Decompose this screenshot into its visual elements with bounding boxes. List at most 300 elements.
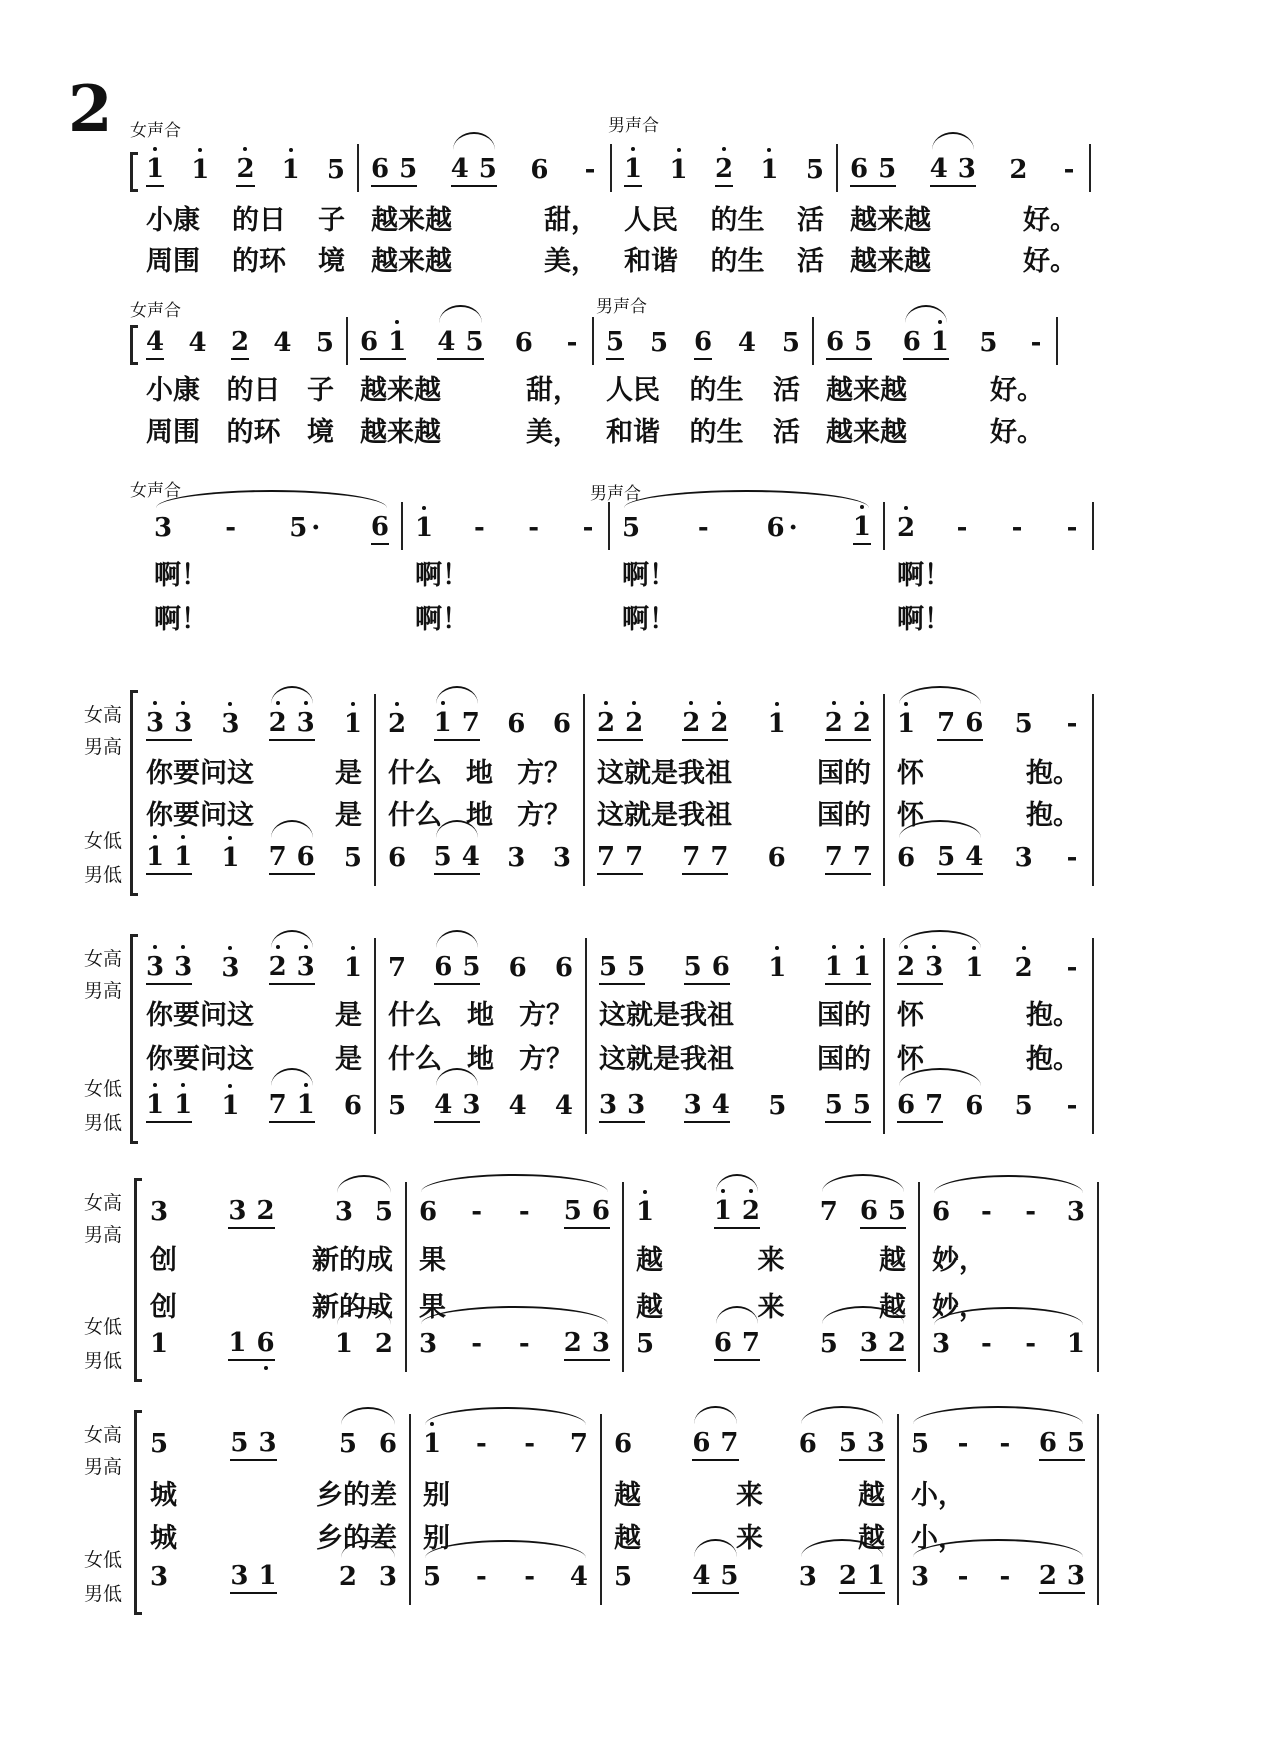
note (388, 327, 406, 357)
note-digit: 6 (711, 951, 730, 982)
note (371, 512, 389, 542)
note (344, 709, 362, 739)
lyric-measure (360, 409, 580, 449)
note-measure (599, 1086, 871, 1126)
beamed-group (692, 1561, 738, 1594)
note-digit: 5 (315, 328, 334, 358)
slurred-group (451, 154, 497, 187)
beamed-group (434, 842, 480, 875)
note-digit: 2 (887, 1327, 906, 1358)
note (897, 843, 915, 873)
octave-dot-above (422, 506, 426, 510)
note-digit: 4 (437, 326, 456, 357)
note (965, 842, 983, 872)
note (339, 1429, 357, 1459)
dash (522, 1562, 538, 1592)
note-digit: 6 (850, 153, 869, 184)
note-digit: 1 (1066, 1329, 1085, 1359)
lyric-word: 的生 (689, 374, 744, 406)
note (174, 952, 192, 982)
note (146, 327, 164, 357)
note (888, 1328, 906, 1358)
beamed-group (146, 1090, 192, 1123)
note-digit: 2 (852, 707, 871, 738)
dash-symbol: - (1063, 155, 1075, 185)
note (768, 709, 786, 739)
lyric-word: 这就是我祖 (599, 1043, 734, 1075)
slur-arc (899, 686, 981, 704)
voice-label: 女低 (84, 1078, 123, 1100)
octave-dot-above (181, 1083, 185, 1087)
note-digit: 2 (714, 153, 734, 184)
note-digit: 3 (1066, 1197, 1085, 1227)
note (379, 1562, 397, 1592)
note (853, 842, 871, 872)
note-digit: 1 (221, 1091, 240, 1121)
note-measure (606, 323, 800, 363)
note-digit: 4 (554, 1091, 573, 1121)
note-measure (150, 1192, 393, 1232)
note-digit: 3 (334, 1197, 353, 1227)
octave-dot-above (276, 701, 280, 705)
note (1067, 1329, 1085, 1359)
note-digit: 2 (682, 707, 701, 738)
note-digit: 5 (374, 1197, 393, 1227)
dash (223, 513, 239, 543)
note (1067, 1428, 1085, 1458)
note-measure (150, 1557, 397, 1597)
octave-dot-above (832, 945, 836, 949)
octave-dot-above (938, 320, 942, 324)
note-digit: 2 (256, 1195, 275, 1226)
note (636, 1329, 654, 1359)
note-digit: 5 (781, 328, 800, 358)
note-digit: 3 (599, 1089, 618, 1120)
note-digit: 2 (1014, 953, 1033, 983)
note (479, 154, 497, 184)
note-digit: 1 (174, 1089, 193, 1120)
lyric-measure (897, 596, 1080, 636)
note (768, 953, 786, 983)
note-digit: 6 (859, 1195, 878, 1226)
note (715, 154, 733, 184)
augmentation-dot: · (788, 513, 798, 543)
dash-symbol: - (584, 155, 596, 185)
lyric-word: 来 (757, 1291, 785, 1323)
note (360, 327, 378, 357)
dash-symbol: - (980, 1197, 992, 1227)
barline (405, 1182, 407, 1372)
note-digit: 6 (932, 1197, 951, 1227)
lyric-word: 是 (335, 757, 362, 789)
octave-dot-above (604, 701, 608, 705)
note-digit: 1 (174, 841, 193, 872)
note (937, 708, 955, 738)
note-digit: 3 (1066, 1560, 1085, 1591)
note-measure (636, 1192, 906, 1232)
note (624, 154, 642, 184)
note-digit: 2 (268, 951, 287, 982)
note-measure (911, 1424, 1085, 1464)
voice-label: 男高 (84, 736, 123, 758)
note-digit: 5 (599, 951, 618, 982)
note-digit: 3 (911, 1562, 930, 1592)
octave-dot-above (289, 148, 293, 152)
lyric-word: 怀 (897, 757, 924, 789)
note (1067, 1561, 1085, 1591)
lyric-word: 越来越 (850, 204, 931, 236)
dash (955, 1562, 971, 1592)
note (553, 709, 571, 739)
note (760, 155, 778, 185)
beamed-group (903, 327, 949, 360)
note (282, 155, 300, 185)
lyric-word: 的生 (689, 416, 744, 448)
note-measure (850, 150, 1077, 190)
note (614, 1429, 632, 1459)
beamed-group (437, 327, 483, 360)
lyric-word: 国的 (817, 999, 871, 1031)
note-digit: 6 (692, 1427, 711, 1458)
note-digit: 6 (378, 1429, 397, 1459)
voice-label: 女高 (84, 704, 123, 726)
note (146, 842, 164, 872)
octave-dot-above (181, 701, 185, 705)
beamed-group (714, 1328, 760, 1361)
lyric-word: 好。 (1023, 245, 1077, 277)
note-digit: 2 (710, 707, 729, 738)
lyric-word: 啊！ (897, 603, 951, 635)
note-digit: 6 (360, 326, 379, 357)
dash (978, 1197, 994, 1227)
dash-symbol: - (471, 1329, 483, 1359)
note-measure (624, 150, 824, 190)
slurred-group (897, 708, 983, 741)
note-digit: 3 (932, 1329, 951, 1359)
lyric-word: 境 (307, 416, 334, 448)
slurred-group (897, 1090, 983, 1123)
note (570, 1562, 588, 1592)
note (146, 708, 164, 738)
beamed-group (826, 327, 872, 360)
note (1039, 1561, 1057, 1591)
beamed-group (860, 1196, 906, 1229)
note (530, 155, 548, 185)
note-digit: 4 (569, 1562, 588, 1592)
note-digit: 3 (258, 1427, 277, 1458)
note (564, 1196, 582, 1226)
note (622, 513, 640, 543)
dash (473, 1562, 489, 1592)
note (419, 1329, 437, 1359)
lyric-word: 活 (797, 204, 824, 236)
lyric-word: 的日 (226, 374, 281, 406)
note-digit: 3 (154, 513, 173, 543)
note (230, 1561, 248, 1591)
note (782, 328, 800, 358)
lyric-measure (146, 409, 334, 449)
note (221, 953, 239, 983)
lyric-word: 城 (150, 1522, 177, 1554)
note (146, 154, 164, 184)
octave-dot-above (153, 945, 157, 949)
lyric-word: 妙， (932, 1291, 986, 1323)
lyric-measure (415, 552, 596, 592)
note-digit: 6 (371, 153, 390, 184)
dash-symbol: - (582, 513, 594, 543)
lyric-word: 小康 (146, 204, 200, 236)
lyric-word: 越来越 (371, 245, 452, 277)
note (614, 1562, 632, 1592)
note-digit: 6 (614, 1429, 633, 1459)
slur-arc (425, 1407, 586, 1425)
note (236, 154, 254, 184)
note-digit: 3 (1014, 843, 1033, 873)
note-digit: 1 (334, 1329, 353, 1359)
note (897, 1090, 915, 1120)
lyric-word: 是 (335, 1043, 362, 1075)
slur-arc (932, 132, 974, 150)
note (710, 842, 728, 872)
lyric-measure (146, 238, 345, 278)
slurred-group (269, 1090, 315, 1123)
beamed-group (599, 1090, 645, 1123)
octave-dot-above (430, 1422, 434, 1426)
note (867, 1428, 885, 1458)
octave-dot-above (228, 836, 232, 840)
beamed-group (1039, 1428, 1085, 1461)
note-digit: 5 (979, 328, 998, 358)
lyric-word: 抱。 (1026, 999, 1080, 1031)
lyric-word: 啊！ (154, 559, 208, 591)
note-measure (388, 838, 571, 878)
note-digit: 7 (388, 953, 407, 983)
lyric-word: 抱。 (1026, 799, 1080, 831)
octave-dot-above (749, 1189, 753, 1193)
lyric-word: 啊！ (154, 603, 208, 635)
note (799, 1562, 817, 1592)
note-digit: 5 (326, 155, 345, 185)
lyric-word: 好。 (990, 416, 1044, 448)
note (825, 1090, 843, 1120)
note-digit: 2 (230, 326, 250, 357)
note (191, 155, 209, 185)
note (269, 708, 287, 738)
note-digit: 5 (1066, 1427, 1085, 1458)
note-digit: 6 (554, 953, 573, 983)
note-digit: 3 (174, 951, 193, 982)
note-digit: 5 (878, 153, 897, 184)
note (897, 709, 915, 739)
beamed-group (682, 842, 728, 875)
octave-dot-above (721, 1189, 725, 1193)
lyric-word: 怀 (897, 799, 924, 831)
note-measure (897, 704, 1080, 744)
beamed-group (897, 1090, 943, 1123)
lyric-word: 方？ (517, 757, 571, 789)
lyric-word: 啊！ (622, 603, 676, 635)
beamed-group (715, 154, 733, 187)
voice-label: 女高 (84, 1424, 123, 1446)
system-bracket (130, 690, 138, 896)
dash-symbol: - (1025, 1197, 1037, 1227)
note-digit: 4 (434, 1089, 453, 1120)
barline (608, 502, 610, 550)
note (903, 327, 921, 357)
lyric-measure (622, 596, 871, 636)
system-bracket (130, 152, 138, 192)
note (712, 1090, 730, 1120)
note-digit: 1 (415, 513, 434, 543)
note-digit: 1 (221, 843, 240, 873)
note-measure (614, 1557, 885, 1597)
note (256, 1328, 274, 1358)
barline (883, 938, 885, 1134)
voice-label: 男低 (84, 1583, 123, 1605)
lyric-word: 活 (797, 245, 824, 277)
note (154, 513, 172, 543)
dash-symbol: - (980, 1329, 992, 1359)
barline (357, 144, 359, 192)
dash-symbol: - (225, 513, 237, 543)
note-digit: 2 (388, 709, 407, 739)
lyric-word: 乡的差 (316, 1522, 397, 1554)
note (327, 155, 345, 185)
beamed-group (839, 1561, 885, 1594)
note-digit: 6 (370, 511, 389, 542)
note (371, 154, 389, 184)
note-digit: 7 (710, 841, 729, 872)
note (174, 708, 192, 738)
note-digit: 5 (838, 1427, 857, 1458)
voice-label: 女声合 (130, 301, 181, 321)
barline (346, 317, 348, 365)
voice-label: 男声合 (608, 116, 659, 136)
note (344, 953, 362, 983)
note-measure (360, 323, 580, 363)
lyric-word: 小， (911, 1522, 965, 1554)
octave-dot-above (181, 945, 185, 949)
slur-arc (421, 1174, 608, 1192)
note (627, 952, 645, 982)
note-digit: 6 (343, 1091, 362, 1121)
beamed-group (930, 154, 976, 187)
note (597, 842, 615, 872)
note-digit: 3 (552, 843, 571, 873)
note (932, 1197, 950, 1227)
note (289, 513, 320, 543)
note-digit: 6 (713, 1327, 732, 1358)
dash-symbol: - (1030, 328, 1042, 358)
note (592, 1196, 610, 1226)
note (1067, 1197, 1085, 1227)
dash-symbol: - (524, 1562, 536, 1592)
dash (580, 513, 596, 543)
lyric-measure (614, 1472, 885, 1512)
note-digit: 6 (256, 1327, 275, 1358)
voice-label: 男高 (84, 980, 123, 1002)
dash-symbol: - (1066, 953, 1078, 983)
dash-symbol: - (1066, 1091, 1078, 1121)
dash (997, 1562, 1013, 1592)
note (839, 1428, 857, 1458)
lyric-measure (850, 238, 1077, 278)
note (720, 1561, 738, 1591)
lyric-measure (371, 197, 598, 237)
lyric-measure (897, 750, 1080, 790)
lyric-measure (606, 409, 800, 449)
note-measure (146, 323, 334, 363)
beamed-group (146, 842, 192, 875)
note-digit: 3 (230, 1560, 249, 1591)
octave-dot-above (153, 147, 157, 151)
lyric-word: 什么 (388, 1043, 442, 1075)
note-digit: 4 (273, 328, 292, 358)
beamed-group (564, 1196, 610, 1229)
lyric-word: 别 (423, 1479, 450, 1511)
note-digit: 5 (636, 1329, 655, 1359)
lyric-word: 活 (773, 374, 800, 406)
note-digit: 7 (852, 841, 871, 872)
note-digit: 7 (720, 1427, 739, 1458)
lyric-word: 子 (318, 204, 345, 236)
lyric-measure (826, 367, 1044, 407)
page-number: 2 (68, 72, 113, 147)
dash-symbol: - (528, 513, 540, 543)
note-digit: 5 (399, 153, 418, 184)
beamed-group (937, 842, 983, 875)
note (597, 708, 615, 738)
note-digit: 5 (289, 513, 308, 543)
slur-arc (439, 305, 481, 323)
lyric-measure (597, 750, 871, 790)
beamed-group (434, 1090, 480, 1123)
dash-symbol: - (524, 1429, 536, 1459)
note-digit: 5 (433, 841, 452, 872)
note-digit: 5 (649, 328, 669, 358)
note-digit: 6 (798, 1429, 817, 1459)
slurred-group (714, 1328, 760, 1361)
note (344, 1091, 362, 1121)
note-digit: 3 (150, 1562, 169, 1592)
barline (374, 938, 376, 1134)
lyric-measure (154, 596, 389, 636)
note-digit: 6 (965, 1091, 984, 1121)
system-bracket (134, 1410, 142, 1615)
note (710, 708, 728, 738)
lyric-word: 啊！ (897, 559, 951, 591)
note-digit: 6 (591, 1195, 610, 1226)
note (1015, 843, 1033, 873)
note-digit: 5 (622, 513, 641, 543)
note-digit: 2 (1009, 155, 1028, 185)
slurred-group (269, 952, 315, 985)
beamed-group (230, 1561, 276, 1594)
note-digit: 4 (965, 841, 984, 872)
slur-arc (337, 1175, 391, 1193)
dash-symbol: - (1066, 513, 1078, 543)
note-digit: 3 (146, 951, 165, 982)
beamed-group (825, 708, 871, 741)
octave-dot-above (153, 1083, 157, 1087)
note-digit: 5 (150, 1429, 169, 1459)
slur-arc (453, 132, 495, 150)
slur-arc (341, 1407, 395, 1425)
lyric-word: 周围 (146, 416, 200, 448)
note-digit: 1 (228, 1327, 247, 1358)
note-digit: 7 (461, 707, 480, 738)
note-digit: 5 (854, 326, 873, 357)
